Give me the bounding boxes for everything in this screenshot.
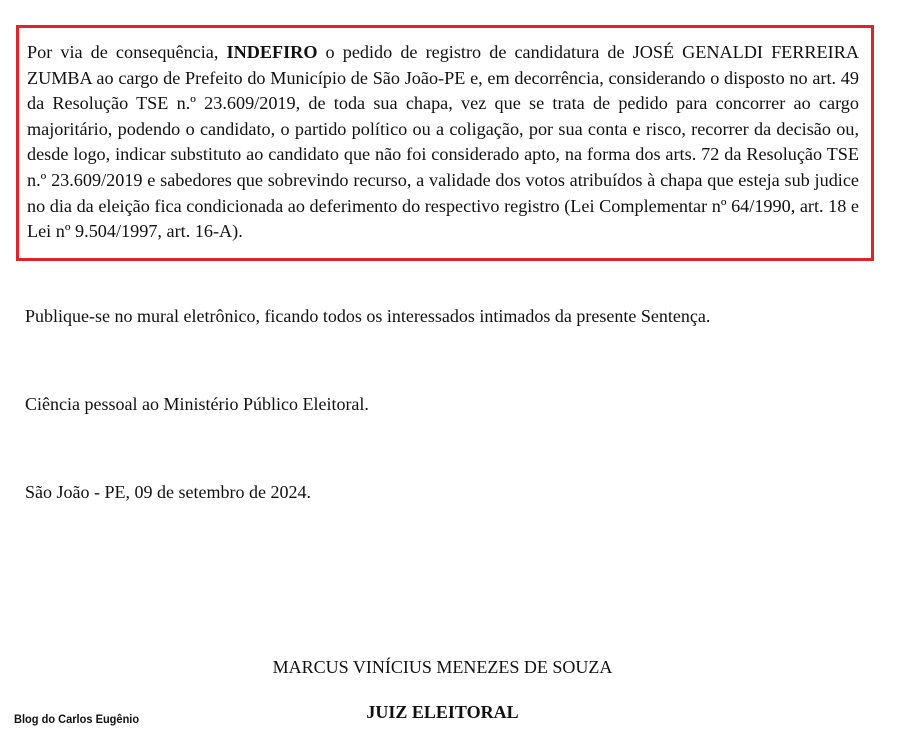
- blog-watermark: Blog do Carlos Eugênio: [14, 712, 140, 726]
- ciencia-order: Ciência pessoal ao Ministério Público Eleitoral.: [25, 394, 369, 414]
- decision-paragraph: [27, 40, 859, 245]
- decision-highlight-box: [16, 25, 874, 261]
- decision-text-start: Por via de consequência,: [27, 42, 227, 62]
- decision-text-rest: o pedido de registro de candidatura de JOSÉ GENALDI FERREIRA ZUMBA ao cargo de Prefeito do Município de São João-PE e, em decorrência, considerando o disposto no art. 49 da Resolução TSE n.º 23.609/2019, de toda sua chapa, vez que se trata de pedido para concorrer ao cargo majoritário, podendo o candidato, o partido político ou a coligação, por sua conta e risco, recorrer da decisão ou, desde logo, indicar substituto ao candidato que não foi considerado apto, na forma dos arts. 72 da Resolução TSE n.º 23.609/2019 e sabedores que sobrevindo recurso, a validade dos votos atribuídos à chapa que esteja sub judice no dia da eleição fica condicionada ao deferimento do respectivo registro (Lei Complementar nº 64/1990, art. 18 e Lei nº 9.504/1997, art. 16-A).: [27, 42, 859, 242]
- judge-name: MARCUS VINÍCIUS MENEZES DE SOUZA: [272, 657, 613, 677]
- judge-title: JUIZ ELEITORAL: [366, 702, 519, 722]
- place-date: São João - PE, 09 de setembro de 2024.: [25, 482, 311, 502]
- publish-order: Publique-se no mural eletrônico, ficando todos os interessados intimados da presente Sentença.: [25, 306, 711, 326]
- decision-verdict: INDEFIRO: [226, 42, 318, 62]
